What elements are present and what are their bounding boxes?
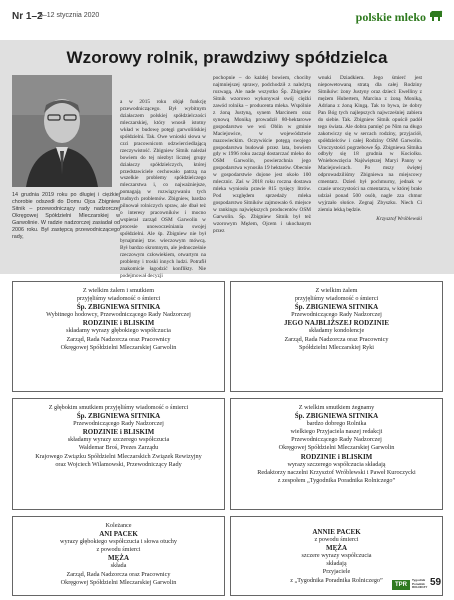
condolence-line: Z wielkim żalem i smutkiem (82, 287, 155, 294)
deceased-name: Śp. ZBIGNIEWA SITNIKA (294, 303, 379, 312)
condolence-line: z powodu śmierci (314, 536, 359, 544)
condolence-line: szczere wyrazy współczucia (301, 552, 372, 560)
condolence-line: Z głębokim smutkiem przyjęliśmy wiadomość o śmierci (48, 404, 189, 411)
condolence-line: Wybitnego hodowcy, Przewodniczącego Rady Nadzorczej (46, 311, 191, 319)
condolence-line: przyjęliśmy wiadomość o śmierci (76, 295, 161, 303)
article-column-2: pochopnie – do każdej bowiem, chociby najmniejszej sprawy, podchodził z należytą rozwagą. Ale nade wszystko Śp. Zbigniew Sitnik wzorowo wykonywał swój ciężki zawód rolnika – producenta mleka. Wspólnie z żoną Justyną, synem Marcinem oraz synową Moniką prowadził 80-hektarowe gospodarstwo we wsi Oblin w gminie Maciejowice, w województwie mazowieckim. Oczywiście potęgą swojego gospodarstwa budował przez lata, bowiem gdy w 1996 roku zaczął dostarczać mleko do OSM Garwolin, powierzchnia jego gospodarstwa wynosiła 19 hektarów. Obecnie w gospodarstwie dojone jest około 100 mlecznic. Zaś w 2018 roku roczna dostawa mleka wyniosła prawie 815 tysięcy litrów. Pod względem sprzedaży mleka gospodarstwo Sitników zajmowało 6. miejsce w rankingu największych producentów OSM Garwolin. Śp. Zbigniew Sitnik był też wzorowym Mężem, Ojcem i ukochanym przez (213, 75, 311, 234)
portrait-photo (12, 75, 112, 187)
condolence-line: Z wielkim smutkiem żegnamy (298, 404, 375, 411)
condolence-line: Zarząd, Rada Nadzorcza oraz Pracownicy (66, 335, 171, 343)
page-number: 59 (430, 577, 442, 588)
condolence-line: Okręgowej Spółdzielni Mleczarskiej Garwolin (60, 343, 177, 351)
brand-title: polskie mleko (355, 10, 426, 24)
condolence-line: Krajowego Związku Spółdzielni Mleczarskich Związek Rewizyjny (35, 452, 202, 460)
condolence-line: składa (110, 562, 127, 570)
condolence-line: bardzo dobrego Rolnika (306, 420, 367, 428)
condolence-line: Waldemar Broś, Prezes Zarządu (78, 444, 159, 452)
condolence-line: składamy wyrazy głębokiego współczucia (66, 327, 171, 335)
condolence-line: Przyjaciele (322, 568, 351, 576)
condolence-line: składamy kondolencje (308, 327, 365, 335)
condolence-line: wyrazy szczerego współczucia składają (287, 460, 386, 468)
relation-line: MĘŻA (326, 544, 347, 553)
condolence-line: wyrazy głębokiego współczucia i słowa otuchy (59, 538, 177, 546)
deceased-name: Śp. ZBIGNIEWA SITNIKA (76, 412, 161, 421)
cow-logo-icon (428, 8, 444, 22)
condolence-line: Przewodniczącego Rady Nadzorczej (73, 420, 164, 428)
condolence-box (12, 281, 225, 392)
article-column-3-text: wnuki Dziadkiem. Jego śmierć jest niepowetowaną stratą dla całej Rodziny Sitników: żony Justyny oraz dzieci: Ewelliny z mężem Hubertem, Marcina z żoną Moniką, Adriana z żoną Kingą. Tak to bywa, że dobry Pan Bóg tych najlepszych najwcześniej zabiera do siebie. Tak. Zbigniew Sitnik opuścił padół tego świata. Ale dobra pamięć po Nim na długo zakotwiczy się w sercach rodziny, przyjaciół, spółdzielców i całej Rodziny OSM Garwolin. Uroczystości pogrzebowe Śp. Zbigniewa Sitnika odbyły się 18 grudnia w Kociolku. Wniebowzięcia Najświętszej Maryi Panny w Maciejowicach. Po mszy świętej odprowadziliśmy Zbigniewa na miejscowy cmentarz. Dzień był pochmurny, jednak w czasie uroczystości na cmentarzu, w której brało udział ponad 500 osób, nagle zza chmur wyjrzało słońce. Zegnaj Zbyszku. Niech Ci ziemia lekką będzie. (318, 75, 422, 214)
photo-caption: 14 grudnia 2019 roku po długiej i ciężkiej chorobie odszedł do Domu Ojca Zbigniew Sitnik – przewodniczący rady nadzorczej Okręgowej Spółdzielni Mleczarskiej w Garwolinie. W radzie nadzorczej zasiadał od 2006 roku. Był zastępcą przewodniczącego rady, (12, 192, 120, 240)
article-headline: Wzorowy rolnik, prawdziwy spółdzielca (66, 48, 388, 67)
condolence-line: Okręgowej Spółdzielni Mleczarskiej Garwolin (60, 578, 177, 586)
recipient-name: ANNIE PACEK (312, 528, 361, 536)
condolence-line: Koleżance (105, 522, 132, 529)
condolence-box (12, 398, 225, 510)
condolence-line: z „Tygodnika Poradnika Rolniczego” (290, 576, 383, 584)
condolence-line: Spółdzielni Mleczarskiej Ryki (298, 343, 375, 351)
footer-brand: Tygodnik Poradnik ROLNICZY (412, 578, 428, 590)
condolence-line: przyjęliśmy wiadomość o śmierci (294, 295, 379, 303)
issue-number: Nr 1–2 (12, 11, 43, 22)
tpr-logo: TPR (392, 580, 410, 590)
condolence-line: oraz Wojciech Wilamowski, Przewodniczący Rady (55, 460, 182, 468)
article-column-3 (318, 75, 422, 223)
condolence-line: wielkiego Przyjaciela naszej redakcji (290, 428, 383, 436)
condolence-line: Redaktorzy naczelni Krzysztof Wróblewski i Paweł Kuroczycki (257, 468, 416, 476)
condolence-line: Przewodniczącego Rady Nadzorczej (291, 436, 382, 444)
condolence-line: Z wielkim żalem (315, 287, 358, 294)
article-author: Krzysztof Wróblewski (376, 216, 422, 223)
condolence-line: składamy wyrazy szczerego współczucia (67, 436, 170, 444)
condolence-line: Okręgowej Spółdzielni Mleczarskiej Garwolin (278, 444, 395, 452)
deceased-name: Śp. ZBIGNIEWA SITNIKA (76, 303, 161, 312)
condolence-line: Zarząd, Rada Nadzorcza oraz Pracownicy (66, 570, 171, 578)
page-header (12, 8, 444, 28)
family-line: RODZINIE i BLISKIM (82, 319, 155, 328)
issue-date: 5–12 stycznia 2020 (39, 12, 100, 19)
condolence-line: Zarząd, Rada Nadzorcza oraz Pracownicy (284, 335, 389, 343)
family-line: JEGO NAJBLIŻSZEJ RODZINIE (283, 319, 390, 328)
condolence-line: z zespołem „Tygodnika Poradnika Rolniczego” (277, 476, 396, 484)
condolence-line: z powodu śmierci (96, 546, 141, 554)
family-line: RODZINIE i BLISKIM (82, 428, 155, 437)
condolence-box (12, 516, 225, 596)
condolence-box (230, 398, 443, 510)
recipient-name: ANI PACEK (99, 530, 138, 539)
article-column-1: a w 2015 roku objął funkcję przewodniczącego. Był wybitnym działaczem polskiej spółdzielczości mleczarskiej, który wnosił istotny wkład w budowę potęgi garwolińskiej spółdzielni. Tak. Owe wnioski słowa w czci pracownicom odzwierciedlającą rzeczywistość. Zbigniew Sitnik należał bowiem do tej niezbyt licznej grupy działaczy spółdzielczych, której przedstawiciele cechowało patrzą na wszelkie problemy spółdzielczego mleczarstwa i, co najważniejsze, pomagają w rozwiązywaniu tych trudnych problemów. Zbigniew, bardzo pilnował rolniczych spraw, ale dbał też o interesy pracowników i mocno wspierał zarząd OSM Garwolin w procesie unowocześniania swojej spółdzielni. Ale śp. Zbigniew nie był bynajmniej tzw. wieczowym mówcą. Był bardzo skromnym, ale jednocześnie rzeczowym człowiekiem, otwartym na problemy i troski innych ludzi. Potrafił znakomicie łagodzić konflikty. Nie podejmował decyzji (120, 99, 206, 279)
condolence-line: Przewodniczącego Rady Nadzorczej (291, 311, 382, 319)
relation-line: MĘŻA (108, 554, 129, 563)
condolence-line: składają (326, 560, 347, 568)
deceased-name: Śp. ZBIGNIEWA SITNIKA (294, 412, 379, 421)
condolence-box (230, 281, 443, 392)
family-line: RODZINIE i BLISKIM (300, 452, 373, 461)
